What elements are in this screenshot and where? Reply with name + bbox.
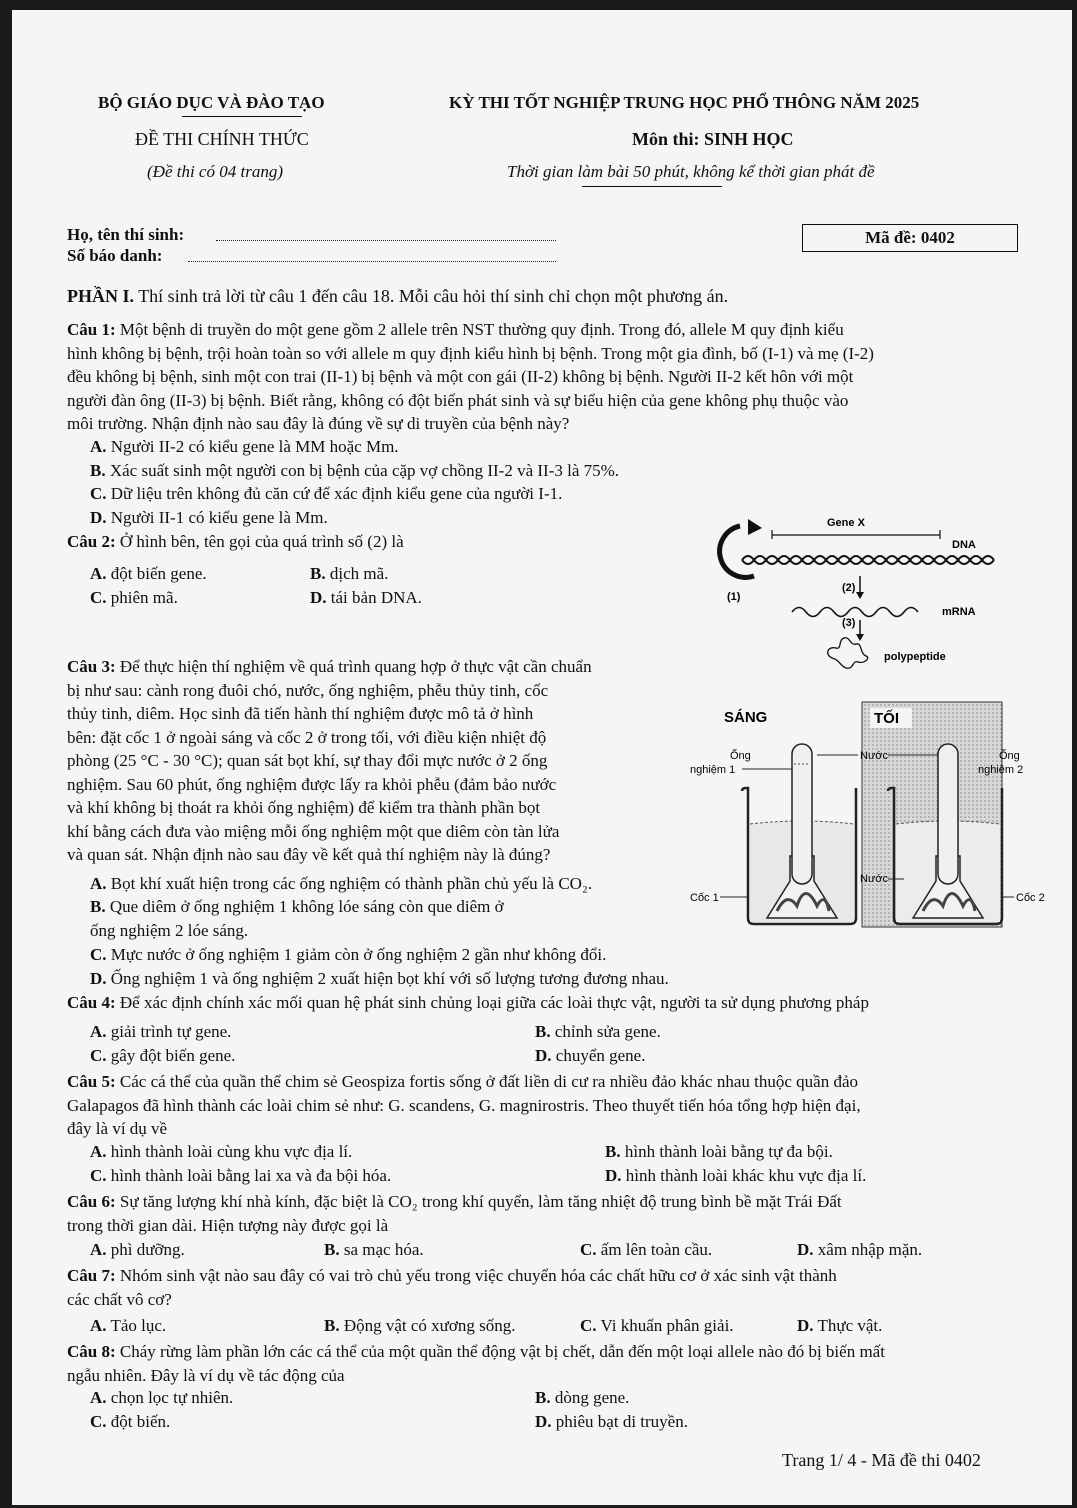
option-letter: D. xyxy=(310,588,327,607)
replication-arrowhead xyxy=(748,519,762,535)
option-text: Xác suất sinh một người con bị bệnh của cặp vợ chồng II-2 và II-3 là 75%. xyxy=(109,461,620,480)
q1-line: hình không bị bệnh, trội hoàn toàn so với allele m quy định kiểu hình bị bệnh. Trong một gia đình, bố (I-1) và mẹ (I-2) xyxy=(67,343,874,363)
q3-line: thủy tinh, diêm. Học sinh đã tiến hành thí nghiệm được mô tả ở hình xyxy=(67,704,534,723)
q3-line: phòng (25 °C - 30 °C); quan sát bọt khí, sự thay đổi mực nước ở 2 ống xyxy=(67,751,548,770)
q4-option-c[interactable] xyxy=(90,1046,235,1066)
q3-line: và khí không bị thoát ra khỏi ống nghiệm) để kiểm tra thành phần bọt xyxy=(67,798,541,817)
option-text: đột biến. xyxy=(110,1412,171,1431)
option-letter: B. xyxy=(310,564,326,583)
option-text: tái bản DNA. xyxy=(330,588,422,607)
q6-option-d[interactable] xyxy=(797,1240,922,1260)
q4-option-b[interactable] xyxy=(535,1022,661,1042)
q6-option-a[interactable] xyxy=(90,1240,185,1260)
q5-label: Câu 5: xyxy=(67,1072,116,1091)
test-tube-1 xyxy=(792,744,812,884)
q1-option-b[interactable] xyxy=(90,461,619,481)
process-3-label: (3) xyxy=(842,617,856,629)
page-footer: Trang 1/ 4 - Mã đề thi 0402 xyxy=(782,1450,981,1470)
option-text: phiêu bạt di truyền. xyxy=(555,1412,688,1431)
option-text: Mực nước ở ống nghiệm 1 giảm còn ở ống nghiệm 2 gần như không đổi. xyxy=(110,945,607,964)
cup-1-label: Cốc 1 xyxy=(690,892,719,904)
id-field xyxy=(188,261,556,262)
part1-label: PHẦN I. xyxy=(67,286,134,306)
name-field xyxy=(216,240,556,241)
option-letter: C. xyxy=(580,1240,597,1259)
gene-label: Gene X xyxy=(827,517,865,529)
q5-stem xyxy=(67,1070,1032,1141)
official-label: ĐỀ THI CHÍNH THỨC xyxy=(135,129,309,149)
gene-expression-diagram xyxy=(702,508,1002,673)
tube-2-label-b: nghiệm 2 xyxy=(978,764,1024,776)
option-text: ống nghiệm 2 lóe sáng. xyxy=(90,921,249,940)
option-letter: B. xyxy=(90,461,106,480)
tube-1-label-a: Ống xyxy=(730,750,751,762)
option-text: chuyển gene. xyxy=(555,1046,646,1065)
water-label-1: Nước xyxy=(860,750,889,762)
q1-option-c[interactable] xyxy=(90,484,562,504)
q6-option-b[interactable] xyxy=(324,1240,424,1260)
q6-label: Câu 6: xyxy=(67,1192,116,1211)
pages-note: (Đề thi có 04 trang) xyxy=(147,162,283,181)
q3-option-b-cont xyxy=(90,921,248,941)
option-letter: A. xyxy=(90,1022,107,1041)
option-letter: C. xyxy=(90,484,107,503)
q6-option-c[interactable] xyxy=(580,1240,712,1260)
exam-code-box: Mã đề: 0402 xyxy=(802,224,1018,252)
q8-line: ngẫu nhiên. Đây là ví dụ về tác động của xyxy=(67,1365,345,1385)
q8-label: Câu 8: xyxy=(67,1342,116,1361)
option-letter: A. xyxy=(90,874,107,893)
q8-option-b[interactable] xyxy=(535,1388,629,1408)
arrow-3-head xyxy=(856,634,864,641)
q7-line: Nhóm sinh vật nào sau đây có vai trò chủ yếu trong việc chuyển hóa các chất hữu cơ ở xác sinh vật thành xyxy=(119,1266,837,1285)
polypeptide-label: polypeptide xyxy=(884,651,946,663)
option-text: sa mạc hóa. xyxy=(343,1240,424,1259)
exam-page xyxy=(12,10,1072,1505)
option-text: phì dưỡng. xyxy=(110,1240,185,1259)
option-letter: A. xyxy=(90,564,107,583)
photosynthesis-experiment-diagram xyxy=(672,696,1062,946)
arrow-2-head xyxy=(856,592,864,599)
option-letter: D. xyxy=(535,1046,552,1065)
q2-option-a[interactable] xyxy=(90,564,207,584)
mrna-strand xyxy=(792,608,918,617)
option-letter: A. xyxy=(90,1240,107,1259)
q5-option-d[interactable] xyxy=(605,1166,866,1186)
option-letter: A. xyxy=(90,1388,107,1407)
option-letter: B. xyxy=(535,1022,551,1041)
q6-line: Sự tăng lượng khí nhà kính, đặc biệt là CO₂ trong khí quyển, làm tăng nhiệt độ trung bình bề mặt Trái Đất xyxy=(119,1192,842,1211)
q1-stem xyxy=(67,318,1032,436)
light-label: SÁNG xyxy=(724,709,768,726)
q6-stem xyxy=(67,1190,1032,1237)
option-letter: C. xyxy=(90,1046,107,1065)
q2-label: Câu 2: xyxy=(67,532,116,551)
subject-label: Môn thi: SINH HỌC xyxy=(632,129,794,149)
q8-option-c[interactable] xyxy=(90,1412,170,1432)
test-tube-2 xyxy=(938,744,958,884)
q3-line: nghiệm. Sau 60 phút, ống nghiệm được lấy ra khỏi phễu (đảm bảo nước xyxy=(67,774,557,794)
process-2-label: (2) xyxy=(842,582,856,594)
option-letter: D. xyxy=(797,1240,814,1259)
option-letter: D. xyxy=(90,508,107,527)
option-text: chỉnh sửa gene. xyxy=(554,1022,661,1041)
q7-stem xyxy=(67,1264,1032,1311)
option-text: dịch mã. xyxy=(329,564,389,583)
option-letter: D. xyxy=(797,1316,814,1335)
option-letter: C. xyxy=(580,1316,597,1335)
option-text: hình thành loài bằng lai xa và đa bội hóa. xyxy=(110,1166,392,1185)
option-letter: B. xyxy=(324,1240,340,1259)
q2-option-c[interactable] xyxy=(90,588,178,608)
q1-line: người đàn ông (II-3) bị bệnh. Biết rằng, không có đột biến phát sinh và sự biểu hiện của gene không phụ thuộc vào xyxy=(67,390,849,410)
dark-label: TỐI xyxy=(874,710,899,727)
q3-option-b[interactable] xyxy=(90,897,504,917)
option-text: ấm lên toàn cầu. xyxy=(600,1240,713,1259)
option-text: dòng gene. xyxy=(554,1388,630,1407)
process-1-label: (1) xyxy=(727,591,741,603)
q3-option-c[interactable] xyxy=(90,945,606,965)
option-letter: D. xyxy=(90,969,107,988)
option-letter: A. xyxy=(90,437,107,456)
q7-option-d[interactable] xyxy=(797,1316,882,1336)
option-letter: A. xyxy=(90,1316,107,1335)
ministry-underline xyxy=(182,116,302,117)
q4-label: Câu 4: xyxy=(67,993,116,1012)
option-text: giải trình tự gene. xyxy=(110,1022,232,1041)
q4-stem xyxy=(67,993,869,1013)
q2-option-d[interactable] xyxy=(310,588,422,608)
option-letter: C. xyxy=(90,1412,107,1431)
option-letter: C. xyxy=(90,1166,107,1185)
q3-line: bên: đặt cốc 1 ở ngoài sáng và cốc 2 ở trong tối, với điều kiện nhiệt độ xyxy=(67,727,547,747)
q3-line: khí bằng cách đưa vào miệng mỗi ống nghiệm một que diêm còn tàn lửa xyxy=(67,821,560,841)
q3-line: Để thực hiện thí nghiệm về quá trình quang hợp ở thực vật cần chuẩn xyxy=(119,657,592,676)
q2-text: Ở hình bên, tên gọi của quá trình số (2) là xyxy=(119,532,404,551)
option-letter: B. xyxy=(324,1316,340,1335)
q5-option-c[interactable] xyxy=(90,1166,391,1186)
q4-option-d[interactable] xyxy=(535,1046,645,1066)
time-note: Thời gian làm bài 50 phút, không kể thời gian phát đề xyxy=(507,162,875,181)
time-underline xyxy=(582,186,722,187)
option-text: hình thành loài cùng khu vực địa lí. xyxy=(110,1142,353,1161)
q8-option-a[interactable] xyxy=(90,1388,233,1408)
q5-line: đây là ví dụ về xyxy=(67,1119,168,1138)
option-letter: B. xyxy=(90,897,106,916)
cup-2-label: Cốc 2 xyxy=(1016,892,1045,904)
option-text: Người II-1 có kiểu gene là Mm. xyxy=(110,508,328,527)
q7-line: các chất vô cơ? xyxy=(67,1289,172,1309)
option-text: Tảo lục. xyxy=(110,1316,167,1335)
q8-line: Cháy rừng làm phần lớn các cá thể của một quần thể động vật bị chết, dẫn đến một loại allele nào đó bị biến mất xyxy=(119,1342,885,1361)
q1-line: môi trường. Nhận định nào sau đây là đúng về sự di truyền của bệnh này? xyxy=(67,414,570,433)
option-text: đột biến gene. xyxy=(110,564,207,583)
option-text: chọn lọc tự nhiên. xyxy=(110,1388,234,1407)
q1-label: Câu 1: xyxy=(67,320,116,339)
q1-option-a[interactable] xyxy=(90,437,399,457)
option-text: hình thành loài khác khu vực địa lí. xyxy=(625,1166,867,1185)
q8-option-d[interactable] xyxy=(535,1412,688,1432)
q7-option-a[interactable] xyxy=(90,1316,166,1336)
q5-option-a[interactable] xyxy=(90,1142,352,1162)
q5-line: Các cá thể của quần thể chim sẻ Geospiza fortis sống ở đất liền di cư ra nhiều đảo khác nhau thuộc quần đảo xyxy=(119,1072,859,1091)
option-letter: A. xyxy=(90,1142,107,1161)
dna-label: DNA xyxy=(952,539,976,551)
tube-2-label-a: Ống xyxy=(999,750,1020,762)
q1-line: đều không bị bệnh, sinh một con trai (II-1) bị bệnh và một con gái (II-2) không bị bệnh. Người II-2 kết hôn với một xyxy=(67,367,854,386)
q7-label: Câu 7: xyxy=(67,1266,116,1285)
ministry-name: BỘ GIÁO DỤC VÀ ĐÀO TẠO xyxy=(98,93,325,112)
q4-text: Để xác định chính xác mối quan hệ phát sinh chủng loại giữa các loài thực vật, người ta sử dụng phương pháp xyxy=(119,993,869,1012)
q3-stem xyxy=(67,655,707,867)
q3-option-a[interactable] xyxy=(90,874,592,894)
option-text: Ống nghiệm 1 và ống nghiệm 2 xuất hiện bọt khí với số lượng tương đương nhau. xyxy=(110,969,669,988)
option-letter: C. xyxy=(90,945,107,964)
option-text: hình thành loài bằng tự đa bội. xyxy=(624,1142,833,1161)
q4-option-a[interactable] xyxy=(90,1022,231,1042)
option-text: phiên mã. xyxy=(110,588,178,607)
option-text: xâm nhập mặn. xyxy=(817,1240,923,1259)
q2-option-b[interactable] xyxy=(310,564,388,584)
option-text: Que diêm ở ống nghiệm 1 không lóe sáng còn que diêm ở xyxy=(109,897,504,916)
option-text: Bọt khí xuất hiện trong các ống nghiệm có thành phần chủ yếu là CO₂. xyxy=(110,874,593,893)
option-letter: D. xyxy=(535,1412,552,1431)
part1-instruction xyxy=(67,285,728,307)
option-text: Vi khuẩn phân giải. xyxy=(600,1316,734,1335)
exam-title: KỲ THI TỐT NGHIỆP TRUNG HỌC PHỔ THÔNG NĂM 2025 xyxy=(449,93,920,112)
option-text: Động vật có xương sống. xyxy=(343,1316,516,1335)
q7-option-c[interactable] xyxy=(580,1316,734,1336)
option-text: Dữ liệu trên không đủ căn cứ để xác định kiểu gene của người I-1. xyxy=(110,484,563,503)
q2-stem xyxy=(67,532,404,552)
option-text: Người II-2 có kiểu gene là MM hoặc Mm. xyxy=(110,437,399,456)
id-label: Số báo danh: xyxy=(67,246,163,265)
name-label: Họ, tên thí sinh: xyxy=(67,225,185,244)
q3-line: và quan sát. Nhận định nào sau đây về kết quả thí nghiệm này là đúng? xyxy=(67,845,551,864)
option-letter: B. xyxy=(605,1142,621,1161)
q5-option-b[interactable] xyxy=(605,1142,833,1162)
option-text: Thực vật. xyxy=(817,1316,883,1335)
q1-line: Một bệnh di truyền do một gene gồm 2 allele trên NST thường quy định. Trong đó, allele M quy định kiểu xyxy=(119,320,844,339)
q7-option-b[interactable] xyxy=(324,1316,516,1336)
polypeptide-chain xyxy=(828,638,868,669)
option-letter: C. xyxy=(90,588,107,607)
q3-line: bị như sau: cành rong đuôi chó, nước, ống nghiệm, phễu thủy tinh, cốc xyxy=(67,680,549,700)
tube-1-label-b: nghiệm 1 xyxy=(690,764,736,776)
water-label-2: Nước xyxy=(860,873,889,885)
q5-line: Galapagos đã hình thành các loài chim sẻ như: G. scandens, G. magnirostris. Theo thuyết tiến hóa tổng hợp hiện đại, xyxy=(67,1095,861,1115)
q3-label: Câu 3: xyxy=(67,657,116,676)
q1-option-d[interactable] xyxy=(90,508,328,528)
q3-option-d[interactable] xyxy=(90,969,669,989)
option-text: gây đột biến gene. xyxy=(110,1046,236,1065)
mrna-label: mRNA xyxy=(942,606,976,618)
option-letter: D. xyxy=(605,1166,622,1185)
q6-line: trong thời gian dài. Hiện tượng này được gọi là xyxy=(67,1215,389,1235)
part1-text: Thí sinh trả lời từ câu 1 đến câu 18. Mỗi câu hỏi thí sinh chỉ chọn một phương án. xyxy=(138,286,729,306)
option-letter: B. xyxy=(535,1388,551,1407)
q8-stem xyxy=(67,1340,1032,1387)
